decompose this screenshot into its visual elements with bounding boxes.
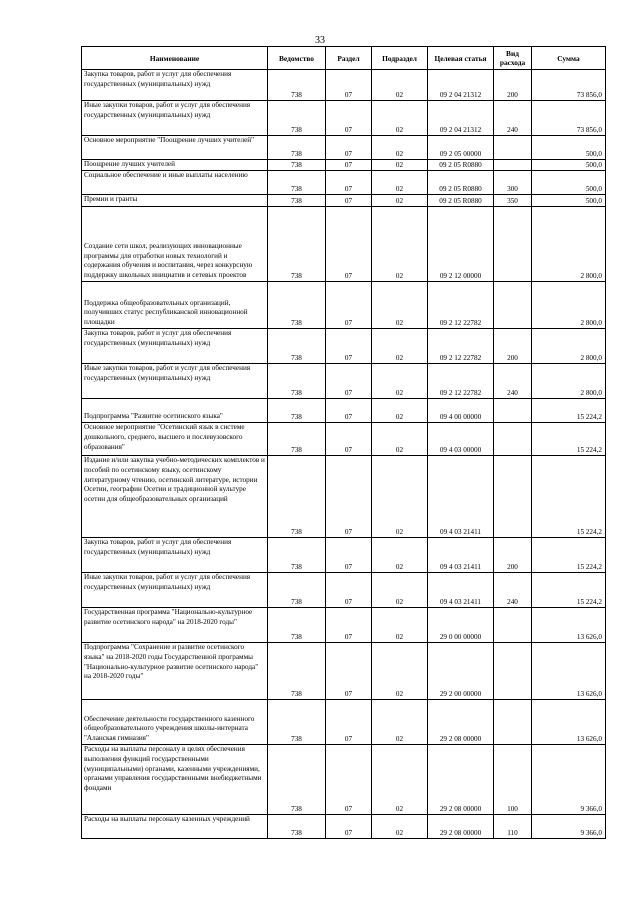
cell-expense <box>494 700 532 745</box>
table-row <box>82 456 606 538</box>
cell-dept: 738 <box>268 399 326 423</box>
cell-expense <box>494 160 532 171</box>
cell-name: Обеспечение деятельности государственного казенного общеобразовательного учреждения школы-интерната "Аланская гимназия" <box>82 700 268 745</box>
cell-section: 07 <box>326 700 372 745</box>
cell-subsection: 02 <box>372 195 428 207</box>
table-row <box>82 136 606 160</box>
cell-subsection: 02 <box>372 643 428 700</box>
cell-target: 09 2 05 R0880 <box>428 195 494 207</box>
table-row <box>82 329 606 364</box>
cell-dept: 738 <box>268 195 326 207</box>
cell-name: Расходы на выплаты персоналу в целях обеспечения выполнения функций государственными (муниципальными) органами, казенными учреждениями, органами управления государственными внебюджетными фондами <box>82 745 268 815</box>
table-row <box>82 195 606 207</box>
cell-section: 07 <box>326 329 372 364</box>
cell-expense: 200 <box>494 329 532 364</box>
cell-subsection: 02 <box>372 364 428 399</box>
cell-name: Поддержка общеобразовательных организаций, получивших статус республиканской инновационной площадки <box>82 282 268 329</box>
cell-sum: 15 224,2 <box>532 456 606 538</box>
cell-dept: 738 <box>268 538 326 573</box>
cell-name: Подпрограмма "Сохранение и развитие осетинского языка" на 2018-2020 годы Государственной программы "Национально-культурное развитие осетинского народа" на 2018-2020 годы" <box>82 643 268 700</box>
cell-name: Создание сети школ, реализующих инновационные программы для отработки новых технологий и содержания обучения и воспитания, через конкурсную поддержку школьных инициатив и сетевых проектов <box>82 207 268 282</box>
cell-subsection: 02 <box>372 207 428 282</box>
cell-expense <box>494 282 532 329</box>
cell-subsection: 02 <box>372 608 428 643</box>
cell-subsection: 02 <box>372 399 428 423</box>
cell-expense: 110 <box>494 815 532 839</box>
cell-name: Иные закупки товаров, работ и услуг для обеспечения государственных (муниципальных) нужд <box>82 573 268 608</box>
cell-name: Государственная программа "Национально-культурное развитие осетинского народа" на 2018-2020 годы" <box>82 608 268 643</box>
cell-section: 07 <box>326 282 372 329</box>
table-row <box>82 364 606 399</box>
cell-subsection: 02 <box>372 101 428 136</box>
cell-subsection: 02 <box>372 745 428 815</box>
cell-name: Премии и гранты <box>82 195 268 207</box>
cell-section: 07 <box>326 423 372 456</box>
cell-target: 09 2 12 22782 <box>428 364 494 399</box>
cell-sum: 500,0 <box>532 195 606 207</box>
cell-sum: 500,0 <box>532 171 606 195</box>
header-section: Раздел <box>326 47 372 70</box>
cell-section: 07 <box>326 195 372 207</box>
cell-section: 07 <box>326 643 372 700</box>
cell-subsection: 02 <box>372 136 428 160</box>
cell-sum: 500,0 <box>532 136 606 160</box>
cell-dept: 738 <box>268 160 326 171</box>
cell-name: Закупка товаров, работ и услуг для обеспечения государственных (муниципальных) нужд <box>82 329 268 364</box>
cell-name: Иные закупки товаров, работ и услуг для обеспечения государственных (муниципальных) нужд <box>82 364 268 399</box>
cell-expense: 200 <box>494 70 532 101</box>
cell-expense: 350 <box>494 195 532 207</box>
header-sum: Сумма <box>532 47 606 70</box>
cell-sum: 15 224,2 <box>532 573 606 608</box>
cell-sum: 15 224,2 <box>532 399 606 423</box>
cell-sum: 2 800,0 <box>532 282 606 329</box>
cell-target: 09 4 03 21411 <box>428 573 494 608</box>
cell-subsection: 02 <box>372 573 428 608</box>
cell-section: 07 <box>326 160 372 171</box>
cell-expense: 300 <box>494 171 532 195</box>
cell-expense: 200 <box>494 538 532 573</box>
cell-sum: 500,0 <box>532 160 606 171</box>
table-row <box>82 815 606 839</box>
cell-target: 29 2 00 00000 <box>428 643 494 700</box>
table-row <box>82 171 606 195</box>
cell-expense <box>494 136 532 160</box>
cell-name: Издание и/или закупка учебно-методических комплектов и пособий по осетинскому языку, осетинскому литературному чтению, осетинской литературе, истории Осетии, географии Осетии и традиционной культуре осетин для общеобразовательных организаций <box>82 456 268 538</box>
cell-dept: 738 <box>268 171 326 195</box>
table-row <box>82 423 606 456</box>
cell-target: 29 2 08 00000 <box>428 815 494 839</box>
cell-expense <box>494 643 532 700</box>
cell-subsection: 02 <box>372 329 428 364</box>
cell-sum: 2 800,0 <box>532 329 606 364</box>
cell-target: 29 0 00 00000 <box>428 608 494 643</box>
table-header-row <box>82 47 606 70</box>
cell-section: 07 <box>326 364 372 399</box>
cell-sum: 73 856,0 <box>532 70 606 101</box>
cell-section: 07 <box>326 745 372 815</box>
cell-target: 09 2 04 21312 <box>428 70 494 101</box>
cell-subsection: 02 <box>372 815 428 839</box>
cell-expense: 100 <box>494 745 532 815</box>
cell-target: 09 2 12 22782 <box>428 282 494 329</box>
cell-section: 07 <box>326 608 372 643</box>
cell-name: Расходы на выплаты персоналу казенных учреждений <box>82 815 268 839</box>
cell-target: 09 4 03 00000 <box>428 423 494 456</box>
cell-sum: 13 626,0 <box>532 643 606 700</box>
cell-expense <box>494 207 532 282</box>
cell-dept: 738 <box>268 136 326 160</box>
cell-dept: 738 <box>268 207 326 282</box>
table-row <box>82 700 606 745</box>
cell-section: 07 <box>326 101 372 136</box>
table-row <box>82 160 606 171</box>
cell-target: 29 2 08 00000 <box>428 700 494 745</box>
cell-expense <box>494 399 532 423</box>
cell-subsection: 02 <box>372 700 428 745</box>
cell-dept: 738 <box>268 101 326 136</box>
cell-name: Подпрограмма "Развитие осетинского языка" <box>82 399 268 423</box>
header-expense: Вид расхода <box>494 47 532 70</box>
cell-dept: 738 <box>268 815 326 839</box>
cell-sum: 13 626,0 <box>532 700 606 745</box>
cell-target: 29 2 08 00000 <box>428 745 494 815</box>
table-row <box>82 538 606 573</box>
cell-subsection: 02 <box>372 171 428 195</box>
cell-dept: 738 <box>268 745 326 815</box>
header-name: Наименование <box>82 47 268 70</box>
cell-subsection: 02 <box>372 423 428 456</box>
cell-sum: 9 366,0 <box>532 815 606 839</box>
cell-target: 09 2 05 00000 <box>428 136 494 160</box>
cell-name: Основное мероприятие "Поощрение лучших учителей" <box>82 136 268 160</box>
table-row <box>82 608 606 643</box>
cell-name: Поощрение лучших учителей <box>82 160 268 171</box>
cell-subsection: 02 <box>372 70 428 101</box>
cell-dept: 738 <box>268 700 326 745</box>
cell-dept: 738 <box>268 364 326 399</box>
table-row <box>82 399 606 423</box>
cell-subsection: 02 <box>372 282 428 329</box>
cell-sum: 73 856,0 <box>532 101 606 136</box>
page-number: 33 <box>315 35 325 46</box>
cell-name: Основное мероприятие "Осетинский язык в системе дошкольного, среднего, высшего и послевузовского образования" <box>82 423 268 456</box>
cell-section: 07 <box>326 70 372 101</box>
header-target: Целевая статья <box>428 47 494 70</box>
cell-target: 09 2 12 22782 <box>428 329 494 364</box>
cell-expense <box>494 608 532 643</box>
cell-target: 09 4 03 21411 <box>428 538 494 573</box>
table-row <box>82 643 606 700</box>
cell-subsection: 02 <box>372 538 428 573</box>
cell-section: 07 <box>326 171 372 195</box>
cell-target: 09 2 12 00000 <box>428 207 494 282</box>
cell-dept: 738 <box>268 643 326 700</box>
cell-target: 09 4 03 21411 <box>428 456 494 538</box>
cell-expense: 240 <box>494 573 532 608</box>
cell-expense <box>494 423 532 456</box>
cell-section: 07 <box>326 399 372 423</box>
header-subsection: Подраздел <box>372 47 428 70</box>
cell-target: 09 4 00 00000 <box>428 399 494 423</box>
cell-name: Социальное обеспечение и иные выплаты населению <box>82 171 268 195</box>
cell-subsection: 02 <box>372 160 428 171</box>
cell-dept: 738 <box>268 282 326 329</box>
cell-section: 07 <box>326 538 372 573</box>
cell-target: 09 2 05 R0880 <box>428 171 494 195</box>
cell-section: 07 <box>326 815 372 839</box>
cell-section: 07 <box>326 207 372 282</box>
cell-name: Закупка товаров, работ и услуг для обеспечения государственных (муниципальных) нужд <box>82 538 268 573</box>
cell-sum: 13 626,0 <box>532 608 606 643</box>
header-dept: Ведомство <box>268 47 326 70</box>
cell-dept: 738 <box>268 573 326 608</box>
cell-dept: 738 <box>268 456 326 538</box>
cell-sum: 2 800,0 <box>532 364 606 399</box>
cell-section: 07 <box>326 573 372 608</box>
cell-expense: 240 <box>494 364 532 399</box>
cell-sum: 9 366,0 <box>532 745 606 815</box>
cell-sum: 15 224,2 <box>532 538 606 573</box>
cell-section: 07 <box>326 456 372 538</box>
cell-expense <box>494 456 532 538</box>
table-row <box>82 101 606 136</box>
cell-name: Иные закупки товаров, работ и услуг для обеспечения государственных (муниципальных) нужд <box>82 101 268 136</box>
table-row <box>82 207 606 282</box>
cell-target: 09 2 04 21312 <box>428 101 494 136</box>
cell-expense: 240 <box>494 101 532 136</box>
cell-sum: 2 800,0 <box>532 207 606 282</box>
cell-dept: 738 <box>268 329 326 364</box>
cell-dept: 738 <box>268 608 326 643</box>
cell-section: 07 <box>326 136 372 160</box>
cell-dept: 738 <box>268 423 326 456</box>
table-row <box>82 573 606 608</box>
table-row <box>82 282 606 329</box>
cell-dept: 738 <box>268 70 326 101</box>
table-row <box>82 70 606 101</box>
table-row <box>82 745 606 815</box>
budget-table <box>81 46 606 839</box>
cell-name: Закупка товаров, работ и услуг для обеспечения государственных (муниципальных) нужд <box>82 70 268 101</box>
cell-subsection: 02 <box>372 456 428 538</box>
cell-target: 09 2 05 R0880 <box>428 160 494 171</box>
cell-sum: 15 224,2 <box>532 423 606 456</box>
